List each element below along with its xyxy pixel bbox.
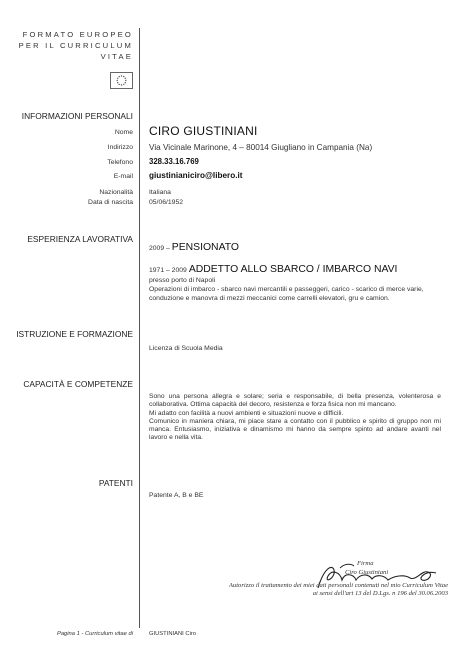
section-title-education: ISTRUZIONE E FORMAZIONE [16, 329, 133, 339]
person-name: CIRO GIUSTINIANI [149, 124, 258, 138]
label-phone: Telefono [107, 159, 133, 166]
skills-paragraph-2: Mi adatto con facilità a nuovi ambienti e situazioni nuove e difficili. [149, 410, 344, 417]
license-value: Patente A, B e BE [149, 492, 204, 499]
job-title: ADDETTO ALLO SBARCO / IMBARCO NAVI [188, 264, 398, 275]
vertical-divider [139, 28, 140, 628]
email-value: giustinianiciro@libero.it [149, 171, 243, 180]
job-place: presso porto di Napoli [149, 277, 216, 284]
signature-printed-name: Ciro Giustiniani [345, 569, 389, 576]
consent-line-2: ai sensi dell'art 13 del D.Lgs. n 196 del 30.06.2003 [312, 590, 448, 597]
job-description-line1: Operazioni di imbarco - sbarco navi mercantili e passeggeri, carico - scarico di merce varie, [149, 286, 424, 293]
skills-paragraph-3: Comunico in maniera chiara, mi piace stare a contatto con il pubblico e spirito di gruppo non mi manca. Entusiasmo, iniziativa e dinamismo mi hanno da sempre spinto ad andare avanti nel lavoro e nella vita. [149, 418, 441, 442]
phone-value: 328.33.16.769 [149, 157, 199, 166]
section-title-skills: CAPACITÀ E COMPETENZE [23, 379, 133, 389]
job-years: 2009 – [149, 245, 170, 252]
education-value: Licenza di Scuola Media [149, 345, 223, 352]
cv-format-title-line3: VITAE [100, 52, 133, 61]
label-address: Indirizzo [107, 144, 133, 151]
skills-paragraph-1: Sono una persona allegra e solare; seria e responsabile, di bella presenza, volenterosa e collaborativa. Ottima capacità del decoro, resistenza e forza fisica non mi mancano. [149, 393, 441, 409]
label-nationality: Nazionalità [99, 189, 133, 196]
footer-page-label: Pagina 1 - Curriculum vitae di [56, 631, 133, 637]
label-name: Nome [114, 129, 133, 136]
job-entry-1 [149, 243, 239, 253]
footer-name: GIUSTINIANI Ciro [149, 631, 197, 637]
job-title: PENSIONATO [171, 242, 239, 253]
section-title-personal-info: INFORMAZIONI PERSONALI [21, 111, 133, 121]
eu-flag-logo [110, 72, 133, 89]
consent-line-1: Autorizzo il trattamento dei miei dati personali contenuti nel mio Curriculum Vitae [228, 582, 448, 589]
nationality-value: Italiana [149, 189, 171, 196]
label-email: E-mail [113, 173, 133, 180]
label-birthdate: Data di nascita [88, 199, 133, 206]
job-description-line2: conduzione e manovra di mezzi meccanici come carrelli elevatori, gru e camion. [149, 295, 390, 302]
job-entry-2 [149, 265, 397, 275]
address-value: Via Vicinale Marinone, 4 – 80014 Giugliano in Campania (Na) [149, 143, 373, 152]
section-title-work-experience: ESPERIENZA LAVORATIVA [27, 234, 133, 244]
job-years: 1971 – 2009 [149, 267, 187, 274]
section-title-driving-licenses: PATENTI [98, 478, 133, 488]
cv-format-title-line2: PER IL CURRICULUM [18, 41, 133, 50]
cv-format-title-line1: FORMATO EUROPEO [22, 30, 133, 39]
birthdate-value: 05/06/1952 [149, 199, 184, 206]
signature-label: Firma [357, 560, 374, 567]
